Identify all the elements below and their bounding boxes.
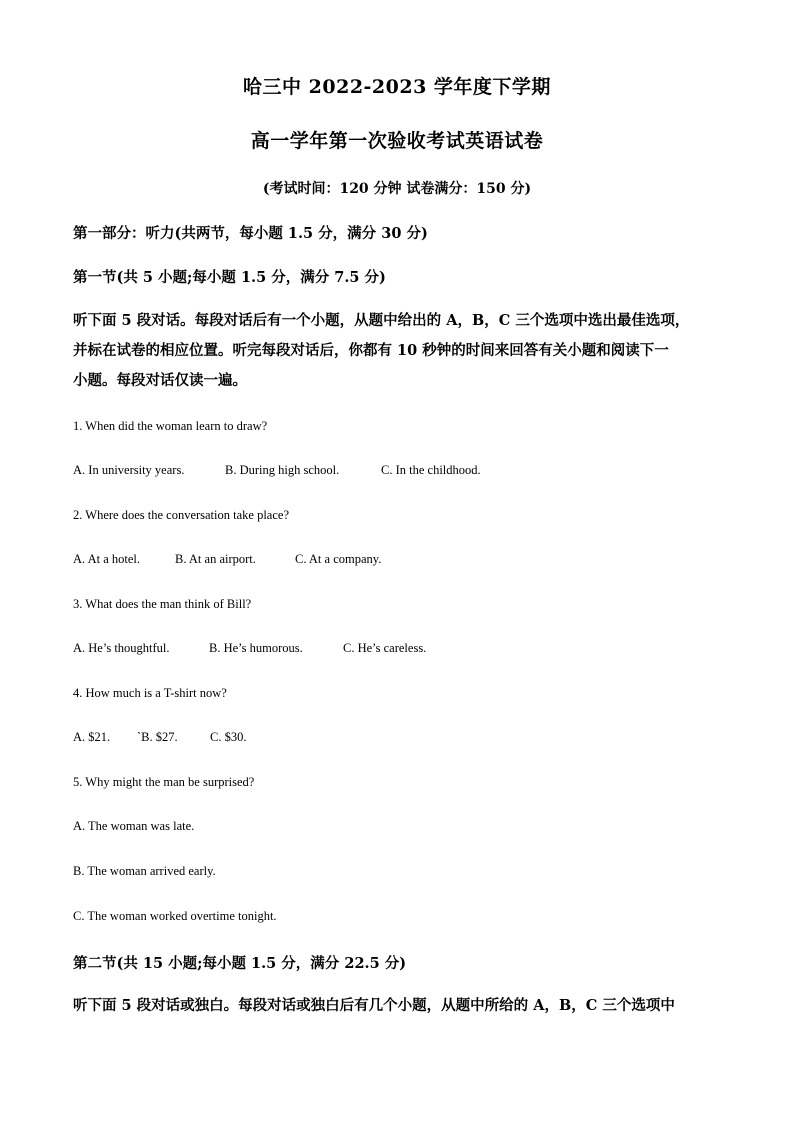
option-b: B. During high school. [225, 463, 340, 477]
exam-title-line1: 哈三中 2022-2023 学年度下学期 [243, 76, 551, 98]
question-5-option-a: A. The woman was late. [73, 819, 195, 833]
instruction-line: 并标在试卷的相应位置。听完每段对话后，你都有 10 秒钟的时间来回答有关小题和阅读下一 [73, 342, 669, 359]
option-c: C. He’s careless. [343, 641, 427, 655]
option-c: C. At a company. [295, 552, 382, 566]
question-5-option-c: C. The woman worked overtime tonight. [73, 909, 277, 923]
question-1-options [73, 463, 481, 478]
question-4-stem: 4. How much is a T-shirt now? [73, 686, 227, 700]
option-b: `B. $27. [137, 730, 178, 744]
question-5-option-b: B. The woman arrived early. [73, 864, 216, 878]
exam-title-line2: 高一学年第一次验收考试英语试卷 [250, 130, 544, 152]
exam-info: (考试时间：120 分钟 试卷满分：150 分) [262, 181, 532, 197]
instruction-line: 听下面 5 段对话。每段对话后有一个小题，从题中给出的 A，B，C 三个选项中选出最佳选项， [73, 312, 690, 329]
question-1-stem: 1. When did the woman learn to draw? [73, 419, 268, 433]
option-c: C. $30. [210, 730, 247, 744]
section2-heading: 第二节(共 15 小题;每小题 1.5 分，满分 22.5 分) [73, 955, 407, 972]
question-4-options [73, 730, 246, 745]
option-a: A. In university years. [73, 463, 185, 477]
question-5-stem: 5. Why might the man be surprised? [73, 775, 255, 789]
question-3-stem: 3. What does the man think of Bill? [73, 597, 252, 611]
option-a: A. At a hotel. [73, 552, 141, 566]
instruction-line: 小题。每段对话仅读一遍。 [73, 372, 247, 389]
part1-heading: 第一部分：听力(共两节，每小题 1.5 分，满分 30 分) [73, 225, 428, 242]
section1-heading: 第一节(共 5 小题;每小题 1.5 分，满分 7.5 分) [73, 269, 386, 286]
option-a: A. $21. [73, 730, 111, 744]
section1-instructions [73, 306, 733, 396]
option-b: B. At an airport. [175, 552, 256, 566]
question-2-options [73, 552, 381, 567]
question-2-stem: 2. Where does the conversation take place? [73, 508, 289, 522]
section2-instructions [73, 991, 733, 1021]
option-b: B. He’s humorous. [209, 641, 303, 655]
question-3-options [73, 641, 426, 656]
instruction-line: 听下面 5 段对话或独白。每段对话或独白后有几个小题，从题中所给的 A，B，C 三个选项中 [73, 997, 675, 1014]
option-c: C. In the childhood. [381, 463, 481, 477]
option-a: A. He’s thoughtful. [73, 641, 170, 655]
